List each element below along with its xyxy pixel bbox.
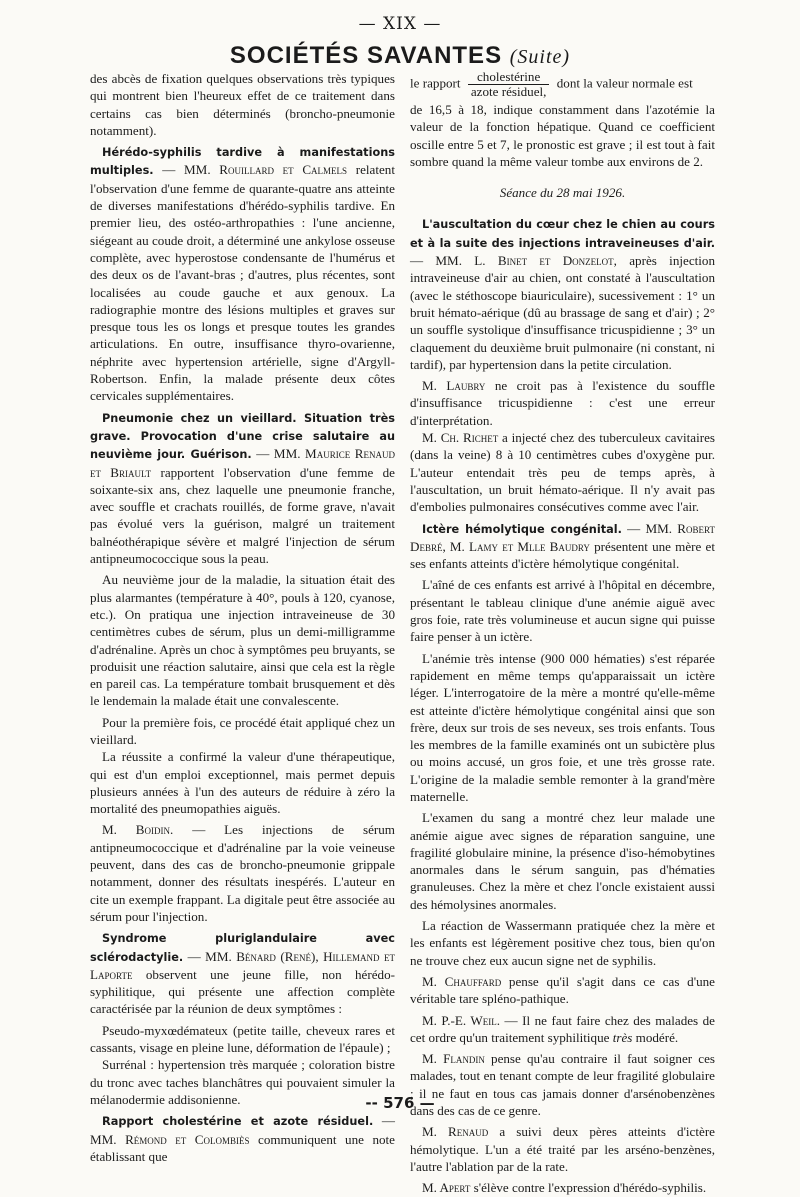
article-text: — MM. [153, 162, 220, 178]
article-heading: L'auscultation du cœur chez le chien au cours et à la suite des injections intraveineuses d'air. [410, 218, 715, 250]
article-text: — MM. [410, 253, 475, 269]
paragraph-renaud [410, 1123, 715, 1175]
paragraph-text: dont la valeur normale est [556, 75, 693, 91]
paragraph-chauffard [410, 973, 715, 1008]
article-text: observent une jeune fille, non hérédo-syphilitique, qui présente une affection complète caractérisée par la réunion de deux symptômes : [90, 966, 395, 1017]
speaker-name: M. Flandin [422, 1051, 485, 1067]
ratio-fraction [468, 70, 550, 99]
article-ictere-hemolytique [410, 520, 715, 573]
paragraph-text: pense qu'il s'agit dans ce cas d'une véritable tare spléno-pathique. [410, 973, 715, 1007]
paragraph-text: le rapport [410, 75, 461, 91]
speaker-name: M. P.-E. Weil. [422, 1012, 501, 1028]
section-title [0, 42, 800, 70]
author-names: Maurice Renaud et Briault [90, 446, 395, 480]
article-heading: Syndrome pluriglandulaire avec sclérodactylie. [90, 932, 395, 964]
paragraph: des abcès de fixation quelques observations très typiques qui montrent bien l'heureux effet de ce traitement dans certains cas bien déterminés (broncho-pneumonie notamment). [90, 71, 395, 138]
paragraph-weil [410, 1012, 715, 1047]
article-heading: Hérédo-syphilis tardive à manifestations multiples. [90, 146, 395, 178]
paragraph: de 16,5 à 18, indique constamment dans l'azotémie la valeur de la fonction hépatique. Quand ce coefficient oscille entre 5 et 7, le pronostic est grave ; il est tout à fait sombre quand la même valeur tombe aux environs de 2. [410, 102, 715, 169]
article-text: , après injection intraveineuse d'air au chien, ont constaté à l'auscultation (avec le stéthoscope biauriculaire), sucessivement : 1° un bruit hémato-aérique (dû au brassage de sang et d'air) ; 2° un souffle systolique d'insuffisance tricuspidienne ; 3° un claquement du deuxième bruit pulmonaire (ni constant, ni tardif), par hypertension dans la petite circulation. [410, 253, 715, 372]
page-number: -- 576 — [365, 1094, 435, 1112]
article-text: — MM. [621, 520, 678, 536]
article-text: présentent une mère et ses enfants atteints d'ictère hémolytique congénital. [410, 538, 715, 572]
paragraph-laubry [410, 377, 715, 429]
paragraph-text: ne croit pas à l'existence du souffle d'insuffisance tricuspidienne : c'est une erreur d'interprétation. [410, 378, 715, 428]
paragraph: Au neuvième jour de la maladie, la situation était des plus alarmantes (température à 40°, pouls à 120, cyanose, etc.). On pratiqua une injection intraveineuse de 30 centimètres cubes de sérum, plus un demi-milligramme d'adrénaline. Après un choc à symptômes peu bruyants, se produisit une réaction salutaire, ainsi que cela est la règle en pareil cas. La température tombait brusquement et dès le lendemain la malade était une convalescente. [90, 572, 395, 709]
paragraph-text: — Les injections de sérum antipneumococcique et d'adrénaline par la voie veineuse peuvent, dans des cas de broncho-pneumonie grippale notamment, donner des résultats inespérés. L'auteur en cite un exemple frappant. La digitale peut être associée au sérum pour l'injection. [90, 822, 395, 924]
paragraph: Surrénal : hypertension très marquée ; coloration bistre du tronc avec taches blanchâtres qui pouvaient simuler la mélanodermie addisonienne. [90, 1057, 395, 1107]
article-heading: Rapport cholestérine et azote résiduel. [102, 1115, 374, 1129]
fraction-numerator: cholestérine [468, 70, 550, 85]
paragraph-text: pense qu'au contraire il faut soigner ces malades, tout en tenant compte de leur fragilité globulaire ; il ne faut en tous cas jamais donner d'arsénobenzènes dans des cas de ce genre. [410, 1051, 715, 1119]
article-text: communiquent une note établissant que [90, 1131, 395, 1164]
speaker-name: M. Ch. Richet [422, 430, 499, 446]
paragraph: La réaction de Wassermann pratiquée chez la mère et les enfants est légèrement positive chez tous, bien qu'on ne trouve chez eux aucun signe net de syphilis. [410, 918, 715, 968]
paragraph-text: modéré. [632, 1029, 679, 1045]
author-names: Robert Debré, M. Lamy et Mlle Baudry [410, 520, 715, 554]
speaker-name: M. Renaud [422, 1124, 489, 1140]
speaker-name: M. Chauffard [422, 973, 502, 989]
article-rapport-cholesterine [90, 1112, 395, 1165]
paragraph-text: a suivi deux pères atteints d'ictère hémolytique. L'un a été traité par les arséno-benzènes, l'autre l'ablation par de la rate. [410, 1124, 715, 1174]
fraction-denominator: azote résiduel, [470, 84, 547, 99]
author-names: L. Binet et Donzelot [474, 253, 614, 269]
ratio-formula-line [410, 70, 715, 99]
author-names: Bénard (René), Hillemand et Laporte [90, 948, 395, 982]
paragraph-boidin [90, 821, 395, 925]
paragraph: L'aîné de ces enfants est arrivé à l'hôpital en décembre, présentant le tableau clinique d'une anémie aiguë avec gros foie, rate très volumineuse et aucun signe qui puisse faire penser à un ictère. [410, 577, 715, 645]
paragraph: L'anémie très intense (900 000 hématies) s'est réparée rapidement en même temps qu'apparaissait un ictère léger. L'interrogatoire de la mère a montré qu'elle-même est atteinte d'ictère hémolytique congénital ainsi que son frère, deux sur trois de ses neveux, ses trois enfants. Tous les membres de la famille examinés ont un subictère plus ou moins accusé, un gros foie, et une très grosse rate. L'origine de la maladie semble remonter à la grand'mère maternelle. [410, 650, 715, 804]
article-text: — MM. [251, 446, 306, 462]
session-date: Séance du 28 mai 1926. [499, 185, 626, 201]
article-heading: Ictère hémolytique congénital. [422, 522, 622, 536]
article-pneumonie [90, 409, 395, 568]
article-text: — MM. [183, 948, 237, 964]
right-column [410, 70, 715, 1197]
roman-page-number: — XIX — [358, 14, 442, 34]
author-names: Rémond et Colombiès [125, 1131, 250, 1147]
article-text: rapportent l'observation d'une femme de soixante-six ans, chez laquelle une pneumonie franche, avec souffle et crachats rouillés, de forme grave, n'avait pas évolué vers la guérison, malgré un traitement balnéothérapique sévère et malgré l'injection de sérum antipneumococcique sous la peau. [90, 464, 395, 567]
article-syndrome-pluriglandulaire [90, 929, 395, 1017]
article-heading: Pneumonie chez un vieillard. Situation très grave. Provocation d'une crise salutaire au neuvième jour. Guérison. [90, 411, 395, 462]
paragraph-richet [410, 429, 715, 515]
paragraph-text: a injecté chez des tuberculeux cavitaires (dans la veine) 8 à 10 centimètres cubes d'oxygène pur. L'auteur entendait très peu de temps après, à l'auscultation, un bruit hémato-aérique. Il n'y avait pas d'embolies pulmonaires consécutives comme avec l'air. [410, 430, 715, 515]
speaker-name: M. Apert [422, 1180, 471, 1196]
paragraph-apert [410, 1179, 715, 1196]
paragraph: L'examen du sang a montré chez leur malade une anémie aigue avec signes de réparation sanguine, une fragilité globulaire minine, la présence d'iso-hémobytines anormales dans le sérum sanguin, pas d'hématies granuleuses. Chez la mère et chez l'oncle existaient aussi des hémolysines anormales. [410, 810, 715, 912]
paragraph-text: — Il ne faut faire chez des malades de cet ordre qu'un traitement syphilitique [410, 1012, 715, 1045]
paragraph: Pseudo-myxœdémateux (petite taille, cheveux rares et cassants, visage en pleine lune, déformation de l'épaule) ; [90, 1022, 395, 1056]
article-heredo-syphilis [90, 143, 395, 404]
emphasis: très [612, 1029, 633, 1045]
paragraph: La réussite a confirmé la valeur d'une thérapeutique, qui est d'un emploi exceptionnel, mais permet depuis plusieurs années à l'un des auteurs de réduire à zéro la mortalité des pneumopathies aiguës. [90, 749, 395, 817]
article-text: — MM. [90, 1113, 395, 1147]
author-names: Rouillard et Calmels [219, 162, 348, 178]
paragraph-text: s'élève contre l'expression d'hérédo-syphilis. [470, 1180, 707, 1196]
section-title-suffix: (Suite) [509, 46, 571, 68]
article-text: relatent l'observation d'une femme de quarante-quatre ans atteinte de diverses manifestations d'hérédo-syphilis tardive. En premier lieu, des ostéo-arthropathies : l'une ancienne, siégeant au coude droit, a déterminé une ankylose osseuse complète, avec hyperostose condensante de l'humérus et des deux os de l'avant-bras ; d'autres, plus récentes, sont localisées au coude gauche et aux genoux. La radiographie montre des lésions multiples et graves sur presque tous les os longs et presque toutes les grandes articulations. En outre, insuffisance thyro-ovarienne, néphrite avec hypertension artérielle, signe d'Argyll-Robertson. Enfin, la malade présente deux côtes cervicales supplémentaires. [90, 162, 395, 404]
speaker-name: M. Boidin. [102, 822, 174, 838]
paragraph: Pour la première fois, ce procédé était appliqué chez un vieillard. [90, 714, 395, 747]
left-column [90, 70, 395, 1165]
speaker-name: M. Laubry [422, 378, 486, 394]
section-title-text: SOCIÉTÉS SAVANTES [229, 42, 503, 69]
article-auscultation [410, 215, 715, 373]
